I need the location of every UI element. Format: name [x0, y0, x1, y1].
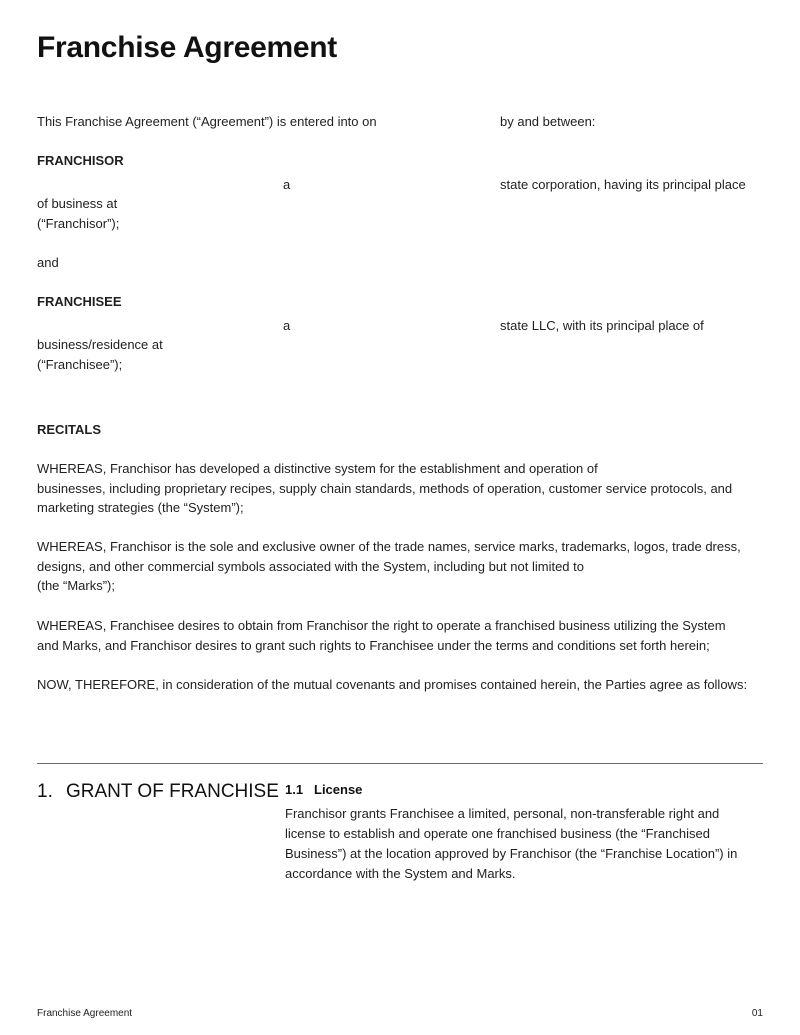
recital-line: WHEREAS, Franchisee desires to obtain from Franchisor the right to operate a franchised business utilizing the System — [37, 618, 726, 633]
recital-line: WHEREAS, Franchisor has developed a distinctive system for the establishment and operation of — [37, 461, 598, 476]
franchisor-article: a — [283, 177, 291, 192]
recital-line: (the “Marks”); — [37, 578, 115, 593]
recital-line: businesses, including proprietary recipes, supply chain standards, methods of operation, customer service protocols, and — [37, 480, 733, 496]
recital-line: and Marks, and Franchisor desires to grant such rights to Franchisee under the terms and conditions set forth herein; — [37, 637, 710, 653]
franchisor-label: FRANCHISOR — [37, 153, 124, 168]
footer-page-number: 01 — [751, 1008, 763, 1019]
parties-conjunction: and — [37, 255, 59, 270]
preamble-text: This Franchise Agreement (“Agreement”) is entered into on — [37, 114, 377, 129]
section-divider — [37, 763, 763, 764]
franchisee-defined-term: (“Franchisee”); — [37, 357, 123, 372]
franchisee-label: FRANCHISEE — [37, 294, 122, 309]
subsection-line: accordance with the System and Marks. — [285, 866, 516, 881]
franchisee-address-prefix: business/residence at — [37, 337, 163, 352]
footer-document-name: Franchise Agreement — [37, 1008, 133, 1019]
section-title: GRANT OF FRANCHISE — [66, 781, 279, 802]
page-title: Franchise Agreement — [37, 31, 337, 64]
recital-line: designs, and other commercial symbols associated with the System, including but not limited to — [37, 558, 584, 574]
section-heading — [37, 780, 279, 804]
franchisor-entity-type: state corporation, having its principal place — [500, 177, 746, 192]
franchisor-defined-term: (“Franchisor”); — [37, 216, 120, 231]
subsection-heading — [285, 781, 362, 799]
recital-line: WHEREAS, Franchisor is the sole and exclusive owner of the trade names, service marks, trademarks, logos, trade dress, — [37, 539, 741, 554]
recital-paragraph — [37, 459, 767, 518]
recital-paragraph — [37, 537, 767, 596]
preamble-continuation: by and between: — [500, 114, 596, 129]
franchisee-entity-type: state LLC, with its principal place of — [500, 318, 704, 333]
recitals-heading: RECITALS — [37, 422, 102, 437]
subsection-number: 1.1 — [285, 782, 304, 797]
subsection-line: license to establish and operate one franchised business (the “Franchised — [285, 826, 710, 841]
franchisor-address-prefix: of business at — [37, 196, 118, 211]
recital-paragraph — [37, 675, 767, 695]
recital-line: marketing strategies (the “System”); — [37, 500, 244, 515]
subsection-title: License — [314, 782, 363, 797]
subsection-body — [285, 804, 765, 884]
recital-line: NOW, THEREFORE, in consideration of the mutual covenants and promises contained herein, the Parties agree as follows: — [37, 677, 748, 692]
franchisee-article: a — [283, 318, 291, 333]
subsection-line: Business”) at the location approved by Franchisor (the “Franchise Location”) in — [285, 846, 738, 861]
section-number: 1. — [37, 781, 53, 802]
subsection-line: Franchisor grants Franchisee a limited, personal, non-transferable right and — [285, 806, 720, 821]
recital-paragraph — [37, 616, 767, 655]
